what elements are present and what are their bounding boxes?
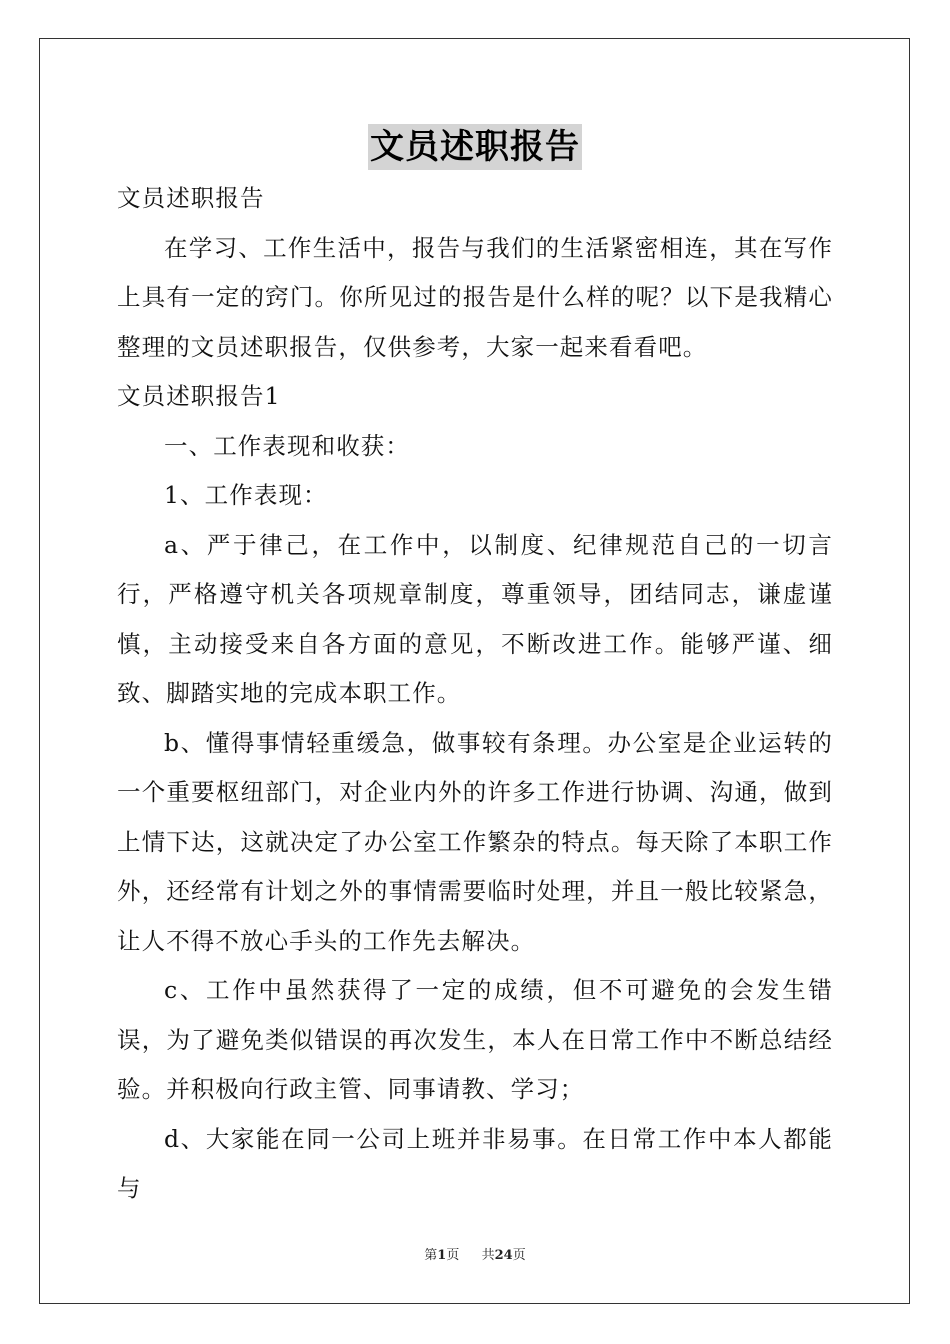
document-body (117, 174, 833, 1214)
current-page-number: 1 (437, 1248, 447, 1263)
page-number-suffix: 页 (446, 1248, 460, 1263)
total-page-count: 24 (494, 1248, 513, 1263)
document-title: 文员述职报告 (368, 124, 582, 170)
paragraph: 一、工作表现和收获： (164, 431, 410, 460)
paragraph: a、严于律己，在工作中，以制度、纪律规范自己的一切言行，严格遵守机关各项规章制度，尊重领导，团结同志，谦虚谨慎，主动接受来自各方面的意见，不断改进工作。能够严谨、细致、脚踏实地的完成本职工作。 (117, 530, 833, 707)
paragraph: 1、工作表现： (164, 481, 328, 509)
title-container (0, 124, 950, 170)
paragraph: 在学习、工作生活中，报告与我们的生活紧密相连，其在写作上具有一定的窍门。你所见过的报告是什么样的呢？以下是我精心整理的文员述职报告，仅供参考，大家一起来看看吧。 (117, 233, 833, 361)
paragraph: 文员述职报告1 (117, 382, 281, 410)
page-number-prefix: 第 (424, 1248, 438, 1263)
total-pages-suffix: 页 (512, 1248, 526, 1263)
paragraph: c、工作中虽然获得了一定的成绩，但不可避免的会发生错误，为了避免类似错误的再次发生，本人在日常工作中不断总结经验。并积极向行政主管、同事请教、学习； (117, 976, 833, 1103)
total-pages-prefix: 共 (481, 1248, 495, 1263)
paragraph: 文员述职报告 (117, 184, 265, 212)
paragraph: b、懂得事情轻重缓急，做事较有条理。办公室是企业运转的一个重要枢纽部门，对企业内外的许多工作进行协调、沟通，做到上情下达，这就决定了办公室工作繁杂的特点。每天除了本职工作外，还经常有计划之外的事情需要临时处理，并且一般比较紧急，让人不得不放心手头的工作先去解决。 (117, 728, 833, 955)
paragraph: d、大家能在同一公司上班并非易事。在日常工作中本人都能与 (117, 1124, 833, 1202)
page-footer (0, 1244, 950, 1263)
